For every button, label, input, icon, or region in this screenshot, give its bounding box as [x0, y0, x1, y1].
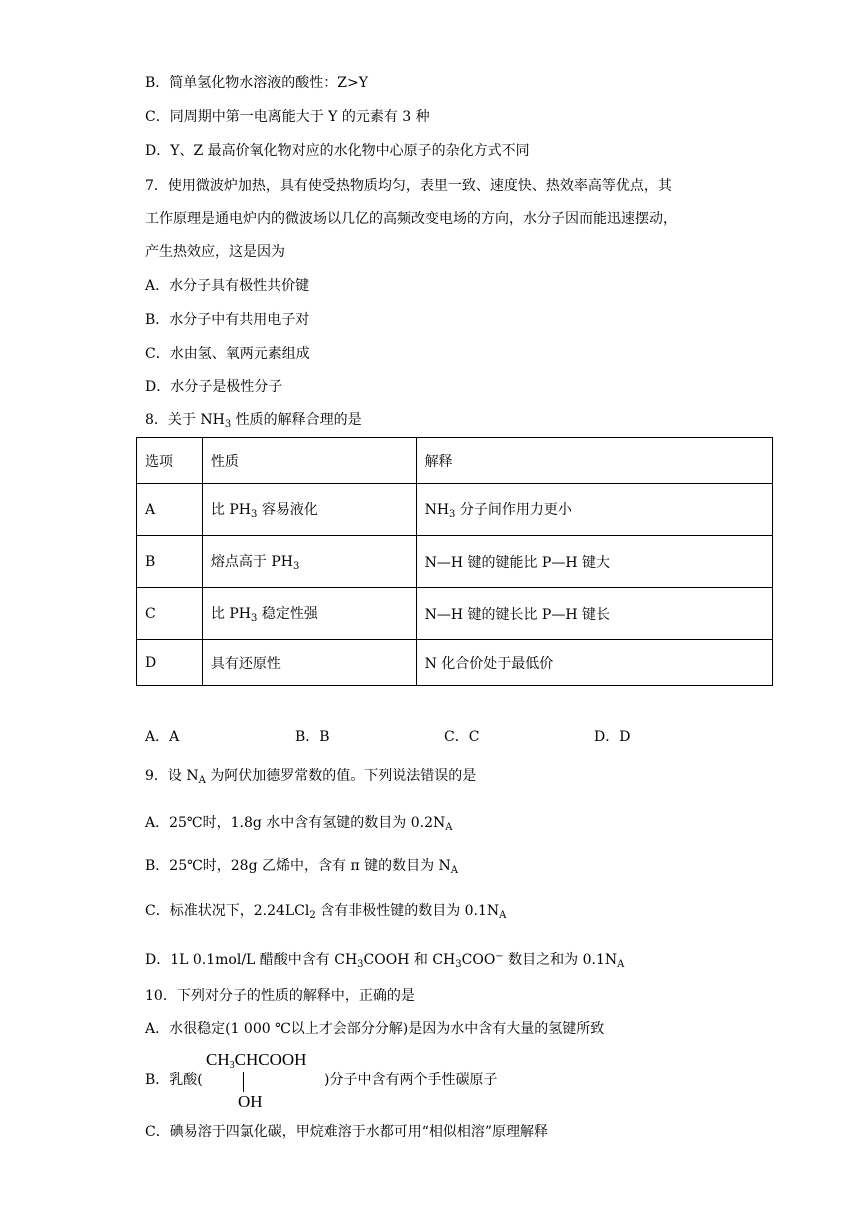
- q6-option-c: C．同周期中第一电离能大于 Y 的元素有 3 种: [145, 109, 430, 125]
- q7-option-a: A．水分子具有极性共价键: [145, 278, 310, 294]
- q9-option-a: A．25℃时，1.8g 水中含有氢键的数目为 $0.2N_A$: [145, 815, 453, 833]
- row-property: 熔点高于 $PH_3$: [202, 536, 416, 588]
- q7-option-b: B．水分子中有共用电子对: [145, 312, 310, 328]
- q7-stem-line2: 工作原理是通电炉内的微波场以几亿的高频改变电场的方向，水分子因而能迅速摆动，: [145, 211, 677, 227]
- q8-choice-b: B．B: [295, 729, 330, 745]
- q9-option-b: B．25℃时，28g 乙烯中，含有 π 键的数目为 $N_A$: [145, 858, 459, 876]
- row-explanation: N—H 键的键长比 P—H 键长: [416, 588, 772, 640]
- row-option: A: [137, 484, 203, 536]
- table-row: [137, 588, 773, 640]
- q7-option-d: D．水分子是极性分子: [145, 379, 283, 395]
- row-explanation: N—H 键的键能比 P—H 键大: [416, 536, 772, 588]
- q8-choice-d: D．D: [594, 729, 631, 745]
- q10-option-c: C．碘易溶于四氯化碳，甲烷难溶于水都可用“相似相溶”原理解释: [145, 1124, 549, 1140]
- row-explanation: N 化合价处于最低价: [416, 640, 772, 686]
- table-row: [137, 484, 773, 536]
- header-explanation: 解释: [416, 438, 772, 484]
- q9-option-c: C．标准状况下，2.24LCl$_2$ 含有非极性键的数目为 $0.1N_A$: [145, 903, 507, 921]
- row-property: 具有还原性: [202, 640, 416, 686]
- q10-stem: 10．下列对分子的性质的解释中，正确的是: [145, 988, 415, 1004]
- q10-option-b-suffix: )分子中含有两个手性碳原子: [324, 1072, 498, 1088]
- q10-option-b-prefix: B．乳酸(: [145, 1072, 203, 1088]
- lactic-acid-formula: $CH_3CHCOOH$ OH: [206, 1050, 307, 1111]
- q7-option-c: C．水由氢、氧两元素组成: [145, 346, 310, 362]
- header-property: 性质: [202, 438, 416, 484]
- table-header-row: [137, 438, 773, 484]
- q8-choice-a: A．A: [145, 729, 180, 745]
- q9-option-d: D．1L 0.1mol/L 醋酸中含有 $CH_3COOH$ 和 $CH_3COO^-$ 数目之和为 $0.1N_A$: [145, 951, 625, 970]
- q10-option-a: A．水很稳定(1 000 ℃以上才会部分分解)是因为水中含有大量的氢键所致: [145, 1021, 605, 1037]
- q6-option-b: B．简单氢化物水溶液的酸性：Z>Y: [145, 75, 368, 91]
- q8-stem: 8．关于 $NH_3$ 性质的解释合理的是: [145, 412, 362, 430]
- q7-stem-line3: 产生热效应，这是因为: [145, 244, 285, 260]
- q7-stem-line1: 7．使用微波炉加热，具有使受热物质均匀，表里一致、速度快、热效率高等优点，其: [145, 178, 672, 194]
- table-row: [137, 640, 773, 686]
- q8-choice-c: C．C: [444, 729, 480, 745]
- row-property: 比 $PH_3$ 稳定性强: [202, 588, 416, 640]
- row-option: C: [137, 588, 203, 640]
- row-property: 比 $PH_3$ 容易液化: [202, 484, 416, 536]
- q6-option-d: D．Y、Z 最高价氧化物对应的水化物中心原子的杂化方式不同: [145, 143, 530, 159]
- row-option: D: [137, 640, 203, 686]
- bond-line: [243, 1072, 244, 1092]
- q8-table: [136, 437, 773, 686]
- q9-stem: 9．设 $N_A$ 为阿伏加德罗常数的值。下列说法错误的是: [145, 768, 477, 786]
- header-option: 选项: [137, 438, 203, 484]
- table-row: [137, 536, 773, 588]
- row-explanation: $NH_3$ 分子间作用力更小: [416, 484, 772, 536]
- row-option: B: [137, 536, 203, 588]
